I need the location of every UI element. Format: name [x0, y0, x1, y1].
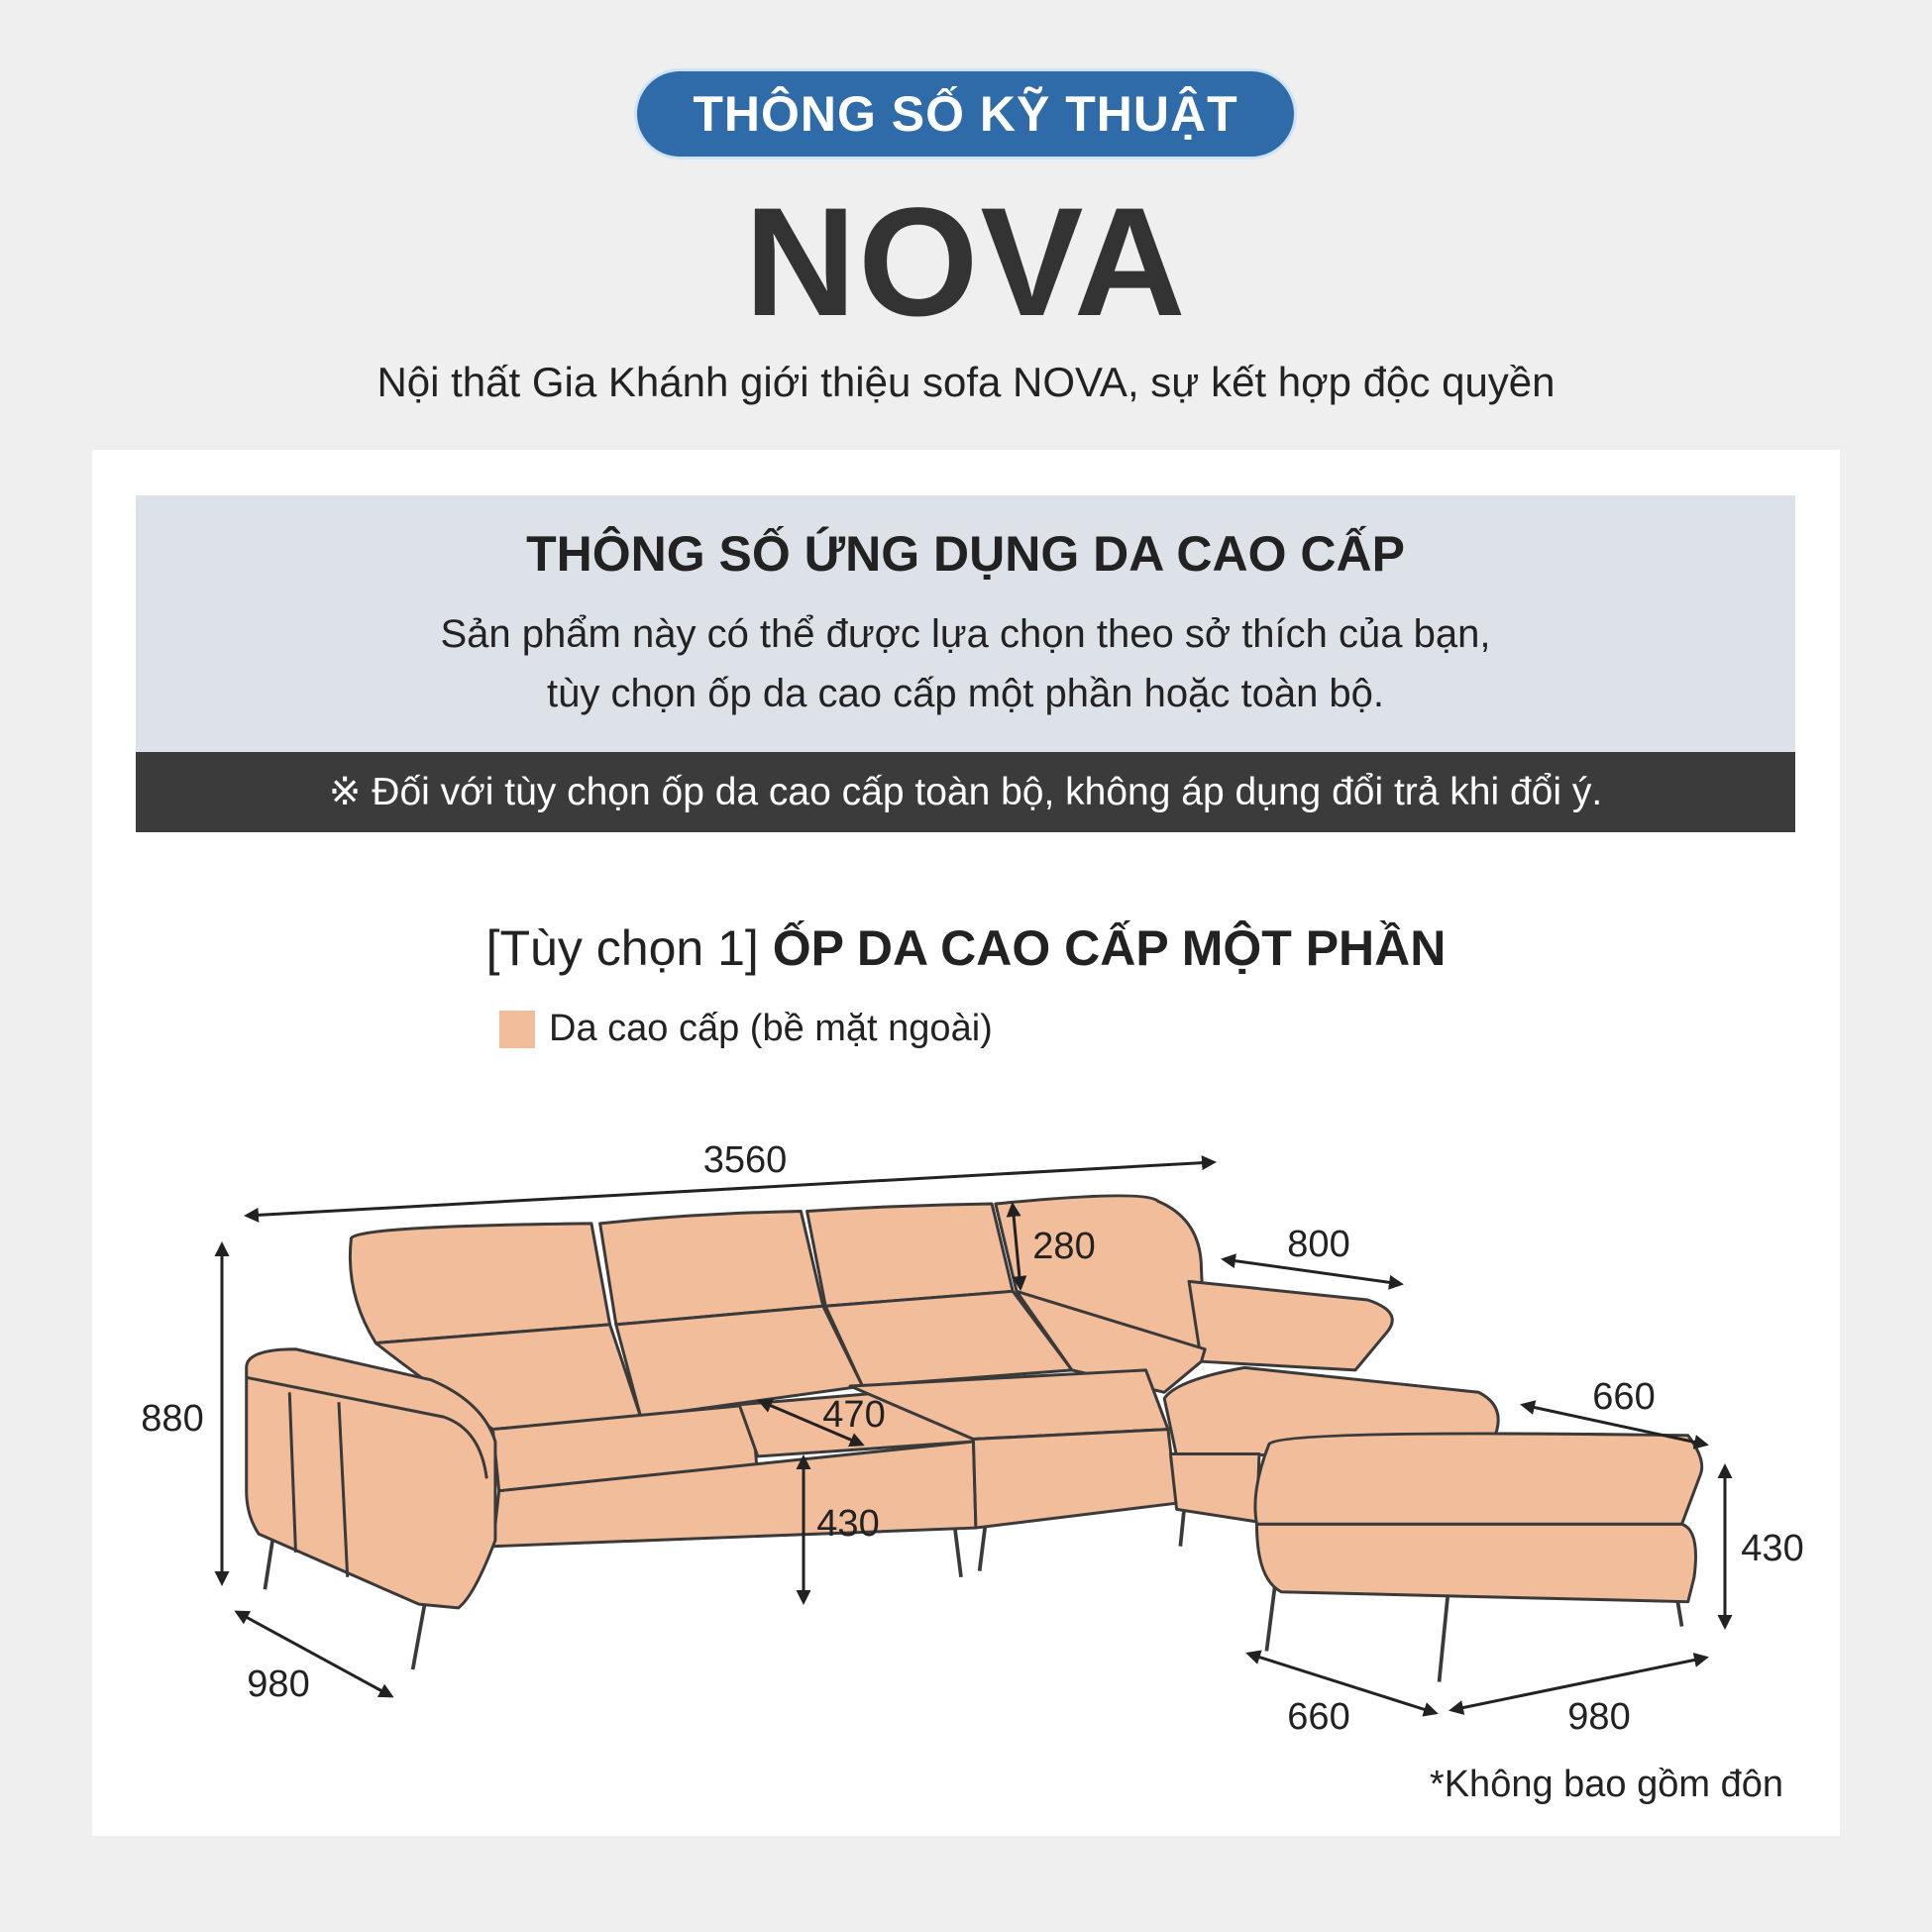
leather-spec-line-1: Sản phẩm này có thể được lựa chọn theo sở thích của bạn, — [440, 612, 1491, 656]
leather-spec-line-2: tùy chọn ốp da cao cấp một phần hoặc toàn bộ. — [546, 672, 1385, 715]
dim-chaise-width: 660 — [1287, 1696, 1350, 1738]
return-policy-notice: ※ Đối với tùy chọn ốp da cao cấp toàn bộ, không áp dụng đổi trả khi đổi ý. — [136, 752, 1795, 832]
spec-badge: THÔNG SỐ KỸ THUẬT — [637, 71, 1294, 157]
dim-seat-height: 430 — [816, 1503, 880, 1545]
dim-chaise-depth: 980 — [1567, 1696, 1631, 1738]
dim-total-width: 3560 — [702, 1139, 788, 1181]
legend-label: Da cao cấp (bề mặt ngoài) — [549, 1008, 993, 1049]
option-title: ỐP DA CAO CẤP MỘT PHẦN — [772, 920, 1447, 976]
dim-height: 880 — [141, 1398, 204, 1440]
dim-seat-depth: 470 — [822, 1394, 886, 1436]
dim-headrest: 280 — [1032, 1226, 1096, 1267]
back-cushion — [350, 1224, 609, 1343]
product-title: NOVA — [744, 176, 1188, 349]
ottoman-front — [1256, 1524, 1695, 1601]
dim-chaise-arm: 800 — [1287, 1224, 1350, 1265]
back-cushion — [600, 1211, 823, 1324]
leather-spec-heading: THÔNG SỐ ỨNG DỤNG DA CAO CẤP — [526, 526, 1405, 582]
footnote: *Không bao gồm đôn — [1429, 1764, 1783, 1805]
dim-ottoman-height: 430 — [1741, 1528, 1804, 1569]
ottoman-top — [1255, 1434, 1702, 1524]
right-arm — [1189, 1281, 1392, 1370]
back-cushion — [807, 1204, 1014, 1306]
product-subtitle: Nội thất Gia Khánh giới thiệu sofa NOVA, sự kết hợp độc quyền — [376, 359, 1556, 405]
dim-ottoman-width: 660 — [1592, 1376, 1656, 1418]
dim-depth: 980 — [247, 1664, 310, 1705]
option-prefix: [Tùy chọn 1] — [485, 920, 759, 976]
